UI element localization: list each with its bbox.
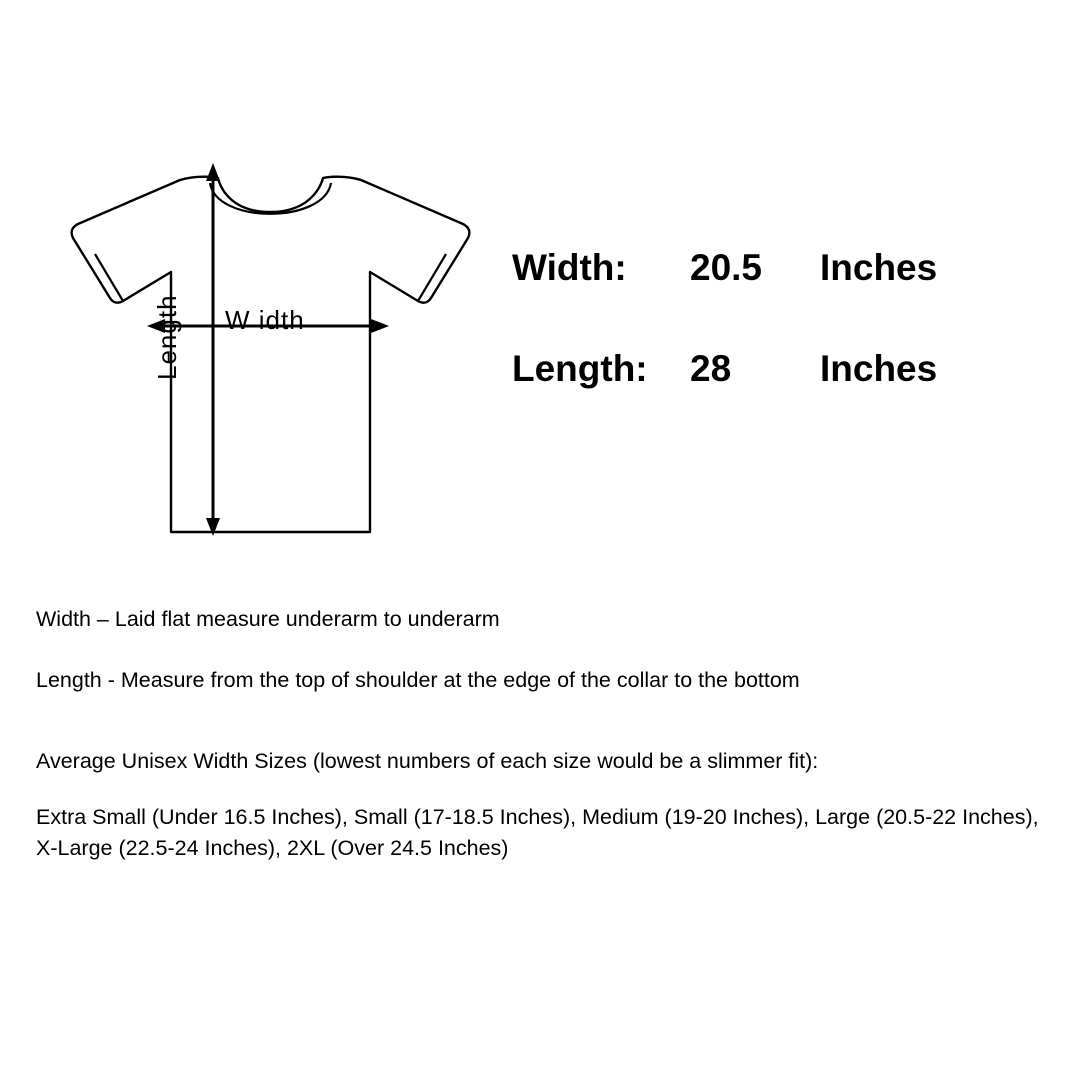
width-unit: Inches	[820, 247, 938, 288]
note-length: Length - Measure from the top of shoulder at the edge of the collar to the bottom	[36, 668, 800, 693]
length-unit: Inches	[820, 347, 938, 389]
diagram-width-label: W idth	[225, 305, 305, 335]
tshirt-outline-icon	[40, 150, 500, 580]
length-value: 28	[690, 347, 732, 389]
width-label: Width:	[512, 247, 627, 288]
width-value: 20.5	[690, 247, 763, 288]
measurement-row-length	[512, 349, 1052, 390]
note-sizes-intro: Average Unisex Width Sizes (lowest numbers of each size would be a slimmer fit):	[36, 749, 819, 774]
notes-block	[36, 605, 1046, 864]
length-label: Length:	[512, 347, 648, 389]
tshirt-diagram	[40, 150, 500, 580]
note-width: Width – Laid flat measure underarm to underarm	[36, 607, 500, 631]
diagram-length-label: Length	[152, 294, 182, 380]
measurements-block	[512, 248, 1052, 389]
note-sizes-detail: Extra Small (Under 16.5 Inches), Small (17-18.5 Inches), Medium (19-20 Inches), Large (20.5-22 Inches), X-Large (22.5-24 Inches), 2XL (Over 24.5 Inches)	[36, 805, 1039, 861]
measurement-row-width	[512, 248, 1052, 289]
